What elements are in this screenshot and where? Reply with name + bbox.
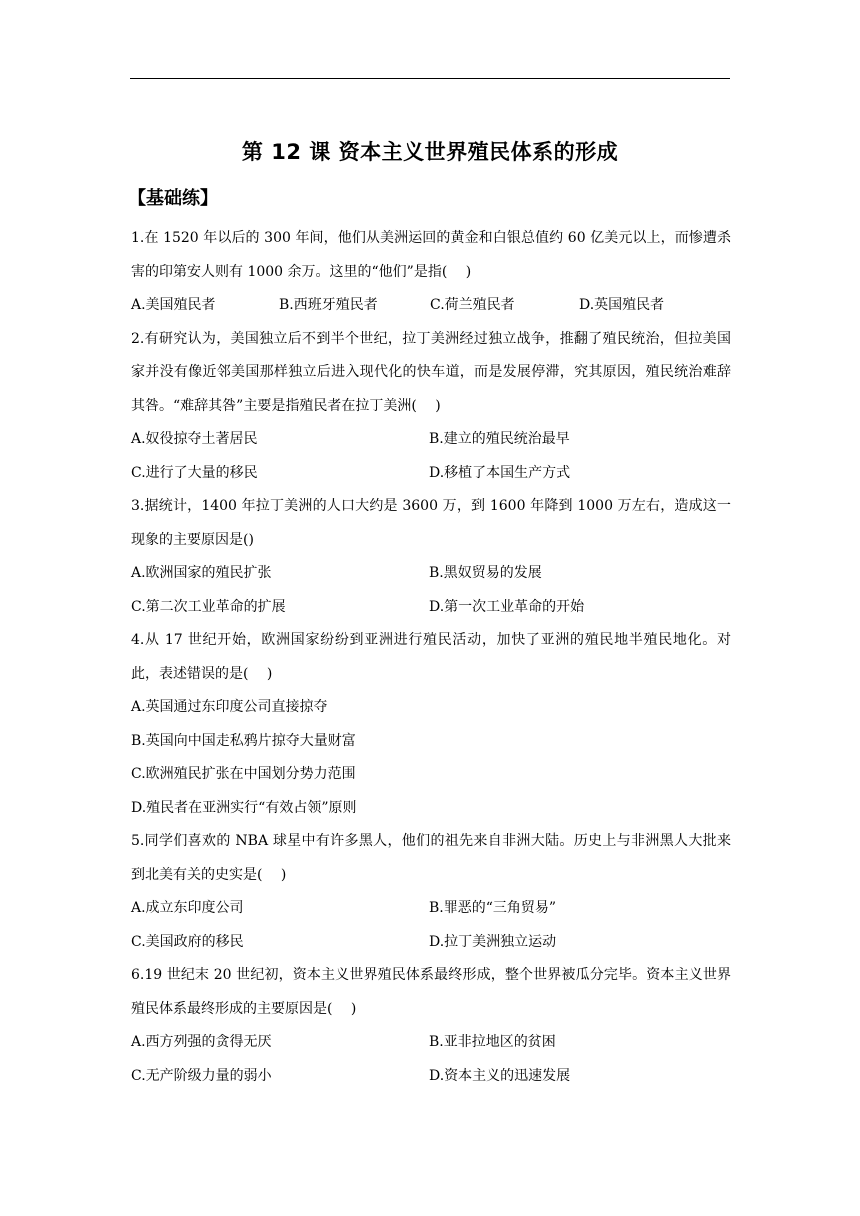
option-b: B.黑奴贸易的发展 [429,565,542,581]
option-row [131,1060,731,1094]
question-stem: 4.从 17 世纪开始，欧洲国家纷纷到亚洲进行殖民活动，加快了亚洲的殖民地半殖民地化。对此，表述错误的是( ) [131,632,731,682]
option-b: B.西班牙殖民者 [279,297,378,313]
option-c: C.进行了大量的移民 [131,464,258,481]
page-title: 第 12 课 资本主义世界殖民体系的形成 [241,140,619,164]
option-d: D.英国殖民者 [579,297,665,313]
option-row [131,457,731,491]
question-stem: 3.据统计，1400 年拉丁美洲的人口大约是 3600 万，到 1600 年降到 1000 万左右，造成这一现象的主要原因是() [131,498,731,548]
option-row [131,1026,731,1060]
question-stem: 2.有研究认为，美国独立后不到半个世纪，拉丁美洲经过独立战争，推翻了殖民统治，但拉美国家并没有像近邻美国那样独立后进入现代化的快车道，而是发展停滞，究其原因，殖民统治难辞其咎。“难辞其咎”主要是指殖民者在拉丁美洲( ) [131,330,731,414]
option-c: C.美国政府的移民 [131,933,244,950]
option-row [131,691,731,725]
question-list [131,222,731,1093]
option-b: B.英国向中国走私鸦片掠夺大量财富 [131,732,356,749]
option-d: D.移植了本国生产方式 [429,464,571,481]
option-a: A.欧洲国家的殖民扩张 [131,565,272,581]
option-d: D.第一次工业革命的开始 [429,598,585,615]
option-a: A.英国通过东印度公司直接掠夺 [131,699,328,715]
option-row [131,725,731,759]
option-row [131,557,731,591]
option-c: C.欧洲殖民扩张在中国划分势力范围 [131,766,356,782]
option-row [131,892,731,926]
question-5 [131,825,731,959]
header-rule [130,78,730,79]
question-6 [131,959,731,1093]
option-a: A.奴役掠夺土著居民 [131,431,258,447]
option-row [131,289,731,323]
option-c: C.荷兰殖民者 [430,297,515,313]
question-2 [131,323,731,491]
option-b: B.罪恶的“三角贸易” [429,900,557,916]
question-1 [131,222,731,323]
option-a: A.美国殖民者 [131,297,216,313]
question-stem: 5.同学们喜欢的 NBA 球星中有许多黑人，他们的祖先来自非洲大陆。历史上与非洲黑人大批来到北美有关的史实是( ) [131,833,731,883]
option-c: C.第二次工业革命的扩展 [131,598,286,615]
question-3 [131,490,731,624]
option-d: D.资本主义的迅速发展 [429,1067,571,1084]
section-heading: 【基础练】 [128,188,218,209]
option-d: D.拉丁美洲独立运动 [429,933,557,950]
question-4 [131,624,731,825]
option-row [131,792,731,826]
option-row [131,758,731,792]
option-d: D.殖民者在亚洲实行“有效占领”原则 [131,799,357,816]
option-row [131,926,731,960]
question-stem: 1.在 1520 年以后的 300 年间，他们从美洲运回的黄金和白银总值约 60 亿美元以上，而惨遭杀害的印第安人则有 1000 余万。这里的“他们”是指( ) [131,230,731,280]
option-a: A.西方列强的贪得无厌 [131,1034,272,1050]
question-stem: 6.19 世纪末 20 世纪初，资本主义世界殖民体系最终形成，整个世界被瓜分完毕。资本主义世界殖民体系最终形成的主要原因是( ) [131,967,731,1017]
option-b: B.亚非拉地区的贫困 [429,1034,556,1050]
option-a: A.成立东印度公司 [131,900,244,916]
option-b: B.建立的殖民统治最早 [429,431,570,447]
option-c: C.无产阶级力量的弱小 [131,1067,272,1084]
option-row [131,591,731,625]
option-row [131,423,731,457]
